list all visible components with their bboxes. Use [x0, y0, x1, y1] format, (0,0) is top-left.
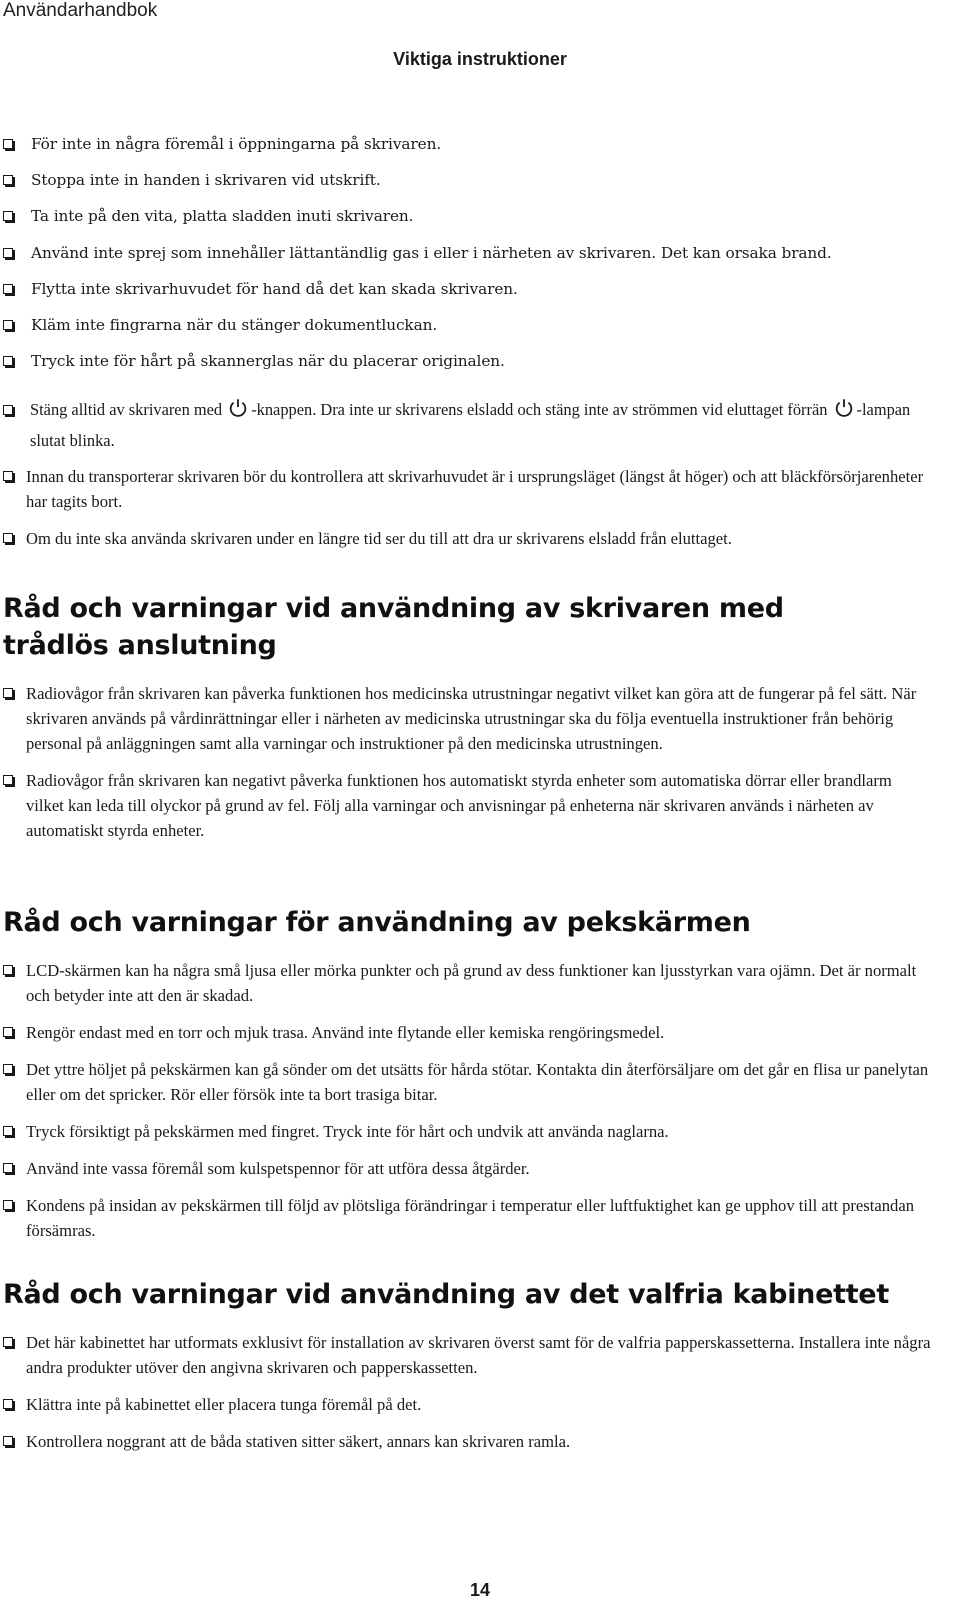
list-item: Kondens på insidan av pekskärmen till följd av plötsliga förändringar i temperatur eller luftfuktighet kan ge upphov till att prestandan försämras.: [0, 1193, 942, 1243]
checkbox-bullet-icon: [3, 284, 13, 294]
checkbox-bullet-icon: [3, 1064, 13, 1074]
list-item: Använd inte sprej som innehåller lättantändlig gas i eller i närheten av skrivaren. Det kan orsaka brand.: [0, 241, 960, 266]
heading-touchscreen: Råd och varningar för användning av pekskärmen: [3, 907, 751, 938]
checkbox-bullet-icon: [3, 965, 13, 975]
checkbox-bullet-icon: [3, 1163, 13, 1173]
list-item: Det här kabinettet har utformats exklusivt för installation av skrivaren överst samt för de valfria papperskassetterna. Installera inte några andra produkter utöver den angivna skrivaren och papperskassetten.: [0, 1330, 942, 1380]
checkbox-bullet-icon: [3, 775, 13, 785]
checkbox-bullet-icon: [3, 175, 13, 185]
heading-cabinet: Råd och varningar vid användning av det valfria kabinettet: [3, 1279, 889, 1310]
power-instructions-list: [0, 394, 930, 468]
checkbox-bullet-icon: [3, 139, 13, 149]
checkbox-bullet-icon: [3, 1027, 13, 1037]
list-item: Tryck inte för hårt på skannerglas när du placerar originalen.: [0, 349, 960, 374]
list-item: Stoppa inte in handen i skrivaren vid utskrift.: [0, 168, 960, 193]
checkbox-bullet-icon: [3, 1200, 13, 1210]
checkbox-bullet-icon: [3, 1126, 13, 1136]
transport-instructions-list: [0, 464, 935, 563]
list-item: Radiovågor från skrivaren kan negativt påverka funktionen hos automatiskt styrda enheter som automatiska dörrar eller brandlarm vilket kan leda till olyckor på grund av fel. Följ alla varningar och anvisningar på enheterna när skrivaren används i närheten av automatiskt styrda enheter.: [0, 768, 930, 843]
list-item: Om du inte ska använda skrivaren under en längre tid ser du till att dra ur skrivarens elsladd från eluttaget.: [0, 526, 935, 551]
cabinet-list: [0, 1330, 942, 1466]
checkbox-bullet-icon: [3, 533, 13, 543]
list-item: Klättra inte på kabinettet eller placera tunga föremål på det.: [0, 1392, 942, 1417]
list-item: LCD-skärmen kan ha några små ljusa eller mörka punkter och på grund av dess funktioner kan ljusstyrkan vara ojämn. Det är normalt och betyder inte att den är skadad.: [0, 958, 942, 1008]
list-item: Tryck försiktigt på pekskärmen med fingret. Tryck inte för hårt och undvik att använda naglarna.: [0, 1119, 942, 1144]
checkbox-bullet-icon: [3, 1436, 13, 1446]
list-item-power: Stäng alltid av skrivaren med -knappen. Dra inte ur skrivarens elsladd och stäng inte av strömmen vid eluttaget förrän -lampan slutat blinka.: [0, 394, 930, 456]
checkbox-bullet-icon: [3, 211, 13, 221]
checkbox-bullet-icon: [3, 248, 13, 258]
checkbox-bullet-icon: [3, 356, 13, 366]
list-item: Radiovågor från skrivaren kan påverka funktionen hos medicinska utrustningar negativt vilket kan göra att de fungerar på fel sätt. När skrivaren används på vårdinrättningar eller i närheten av medicinska utrustningar ska du följa eventuella instruktioner från behörig personal på anläggningen samt alla varningar och instruktioner på den medicinska utrustningen.: [0, 681, 930, 756]
heading-wireless: Råd och varningar vid användning av skrivaren med trådlös anslutning: [3, 593, 784, 661]
checkbox-bullet-icon: [3, 320, 13, 330]
safety-instructions-list: [0, 132, 960, 385]
power-icon: [227, 397, 249, 419]
checkbox-bullet-icon: [3, 1337, 13, 1347]
page-number: 14: [469, 1580, 491, 1600]
list-item: Innan du transporterar skrivaren bör du kontrollera att skrivarhuvudet är i ursprungsläget (längst åt höger) och att bläckförsörjarenheter har tagits bort.: [0, 464, 935, 514]
checkbox-bullet-icon: [3, 1399, 13, 1409]
power-icon: [833, 397, 855, 419]
list-item: Kontrollera noggrant att de båda stativen sitter säkert, annars kan skrivaren ramla.: [0, 1429, 942, 1454]
list-item: För inte in några föremål i öppningarna på skrivaren.: [0, 132, 960, 157]
list-item: Det yttre höljet på pekskärmen kan gå sönder om det utsätts för hårda stötar. Kontakta din återförsäljare om det går en flisa ur panelytan eller om det spricker. Rör eller försök inte ta bort trasiga bitar.: [0, 1057, 942, 1107]
list-item: Flytta inte skrivarhuvudet för hand då det kan skada skrivaren.: [0, 277, 960, 302]
list-item: Använd inte vassa föremål som kulspetspennor för att utföra dessa åtgärder.: [0, 1156, 942, 1181]
checkbox-bullet-icon: [3, 471, 13, 481]
checkbox-bullet-icon: [3, 688, 13, 698]
checkbox-bullet-icon: [3, 405, 13, 415]
wireless-list: [0, 681, 930, 855]
list-item: Kläm inte fingrarna när du stänger dokumentluckan.: [0, 313, 960, 338]
section-title: Viktiga instruktioner: [393, 49, 567, 69]
list-item: Ta inte på den vita, platta sladden inuti skrivaren.: [0, 204, 960, 229]
manual-title: Användarhandbok: [3, 0, 158, 21]
touchscreen-list: [0, 958, 942, 1255]
list-item: Rengör endast med en torr och mjuk trasa. Använd inte flytande eller kemiska rengöringsmedel.: [0, 1020, 942, 1045]
